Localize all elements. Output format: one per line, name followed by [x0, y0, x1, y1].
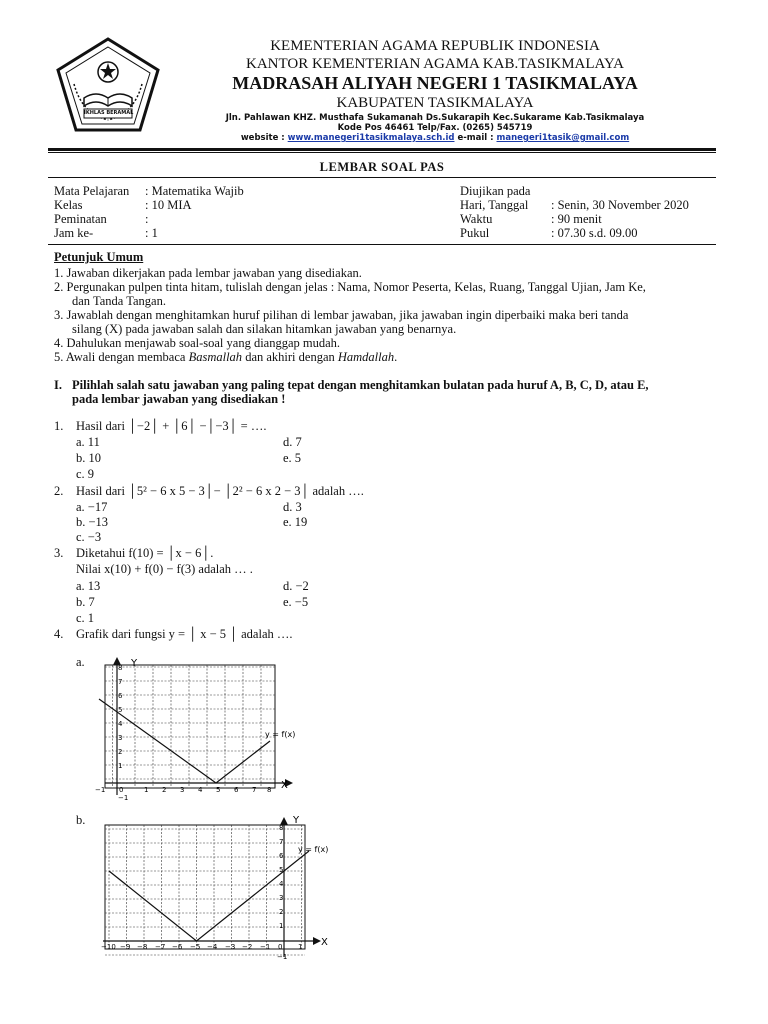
y-tick: 4	[279, 880, 284, 888]
option-c[interactable]: c. 1	[76, 611, 95, 625]
question-text: Grafik dari fungsi y = │ x − 5 │ adalah ….	[76, 627, 293, 641]
y-tick: 2	[118, 748, 123, 756]
logo	[54, 36, 162, 134]
instruction-text: Hamdallah	[337, 350, 395, 364]
graph-a-grid	[105, 665, 275, 788]
email-label: e-mail :	[457, 133, 494, 143]
option-d[interactable]: d. 3	[283, 500, 302, 514]
y-tick: 3	[118, 734, 123, 742]
info-value: :	[145, 212, 149, 226]
instruction-text: 5. Awali dengan membaca	[54, 350, 189, 364]
option-d[interactable]: d. −2	[283, 579, 309, 593]
graph-a-curve	[99, 699, 270, 783]
option-b[interactable]: b. 10	[76, 451, 101, 465]
y-tick: −1	[277, 953, 288, 961]
info-value: : 10 MIA	[145, 198, 192, 212]
graph-b-curve-label: y = f(x)	[298, 845, 329, 854]
option-b[interactable]: b. −13	[76, 515, 109, 529]
x-tick: 1	[144, 786, 149, 794]
x-tick: 5	[216, 786, 221, 794]
option-b[interactable]: b. 7	[76, 595, 95, 609]
x-tick: −9	[120, 943, 131, 951]
y-tick: 3	[279, 894, 284, 902]
question-text: Hasil dari │5² − 6 x 5 − 3│− │2² − 6 x 2 − 3│ adalah ….	[76, 484, 364, 498]
info-value: : 1	[145, 226, 158, 240]
instruction-item	[54, 350, 397, 365]
header-rule-thick	[48, 148, 716, 151]
question-number: 2.	[54, 484, 64, 498]
email-link[interactable]: manegeri1tasik@gmail.com	[496, 133, 630, 143]
option-c[interactable]: c. −3	[76, 530, 102, 544]
y-tick: 7	[279, 838, 284, 846]
info-value: : 90 menit	[551, 212, 602, 226]
graph-b-x-label: X	[321, 937, 328, 948]
instructions-title: Petunjuk Umum	[54, 250, 144, 264]
x-tick: 4	[198, 786, 203, 794]
info-label: Pukul	[460, 226, 490, 240]
regency-title: KABUPATEN TASIKMALAYA	[336, 95, 534, 111]
x-tick: 6	[234, 786, 239, 794]
option-d[interactable]: d. 7	[283, 435, 302, 449]
ministry-title: KEMENTERIAN AGAMA REPUBLIK INDONESIA	[270, 38, 600, 54]
question-text: Hasil dari │−2│ + │6│ −│−3│ = ….	[76, 419, 267, 433]
x-tick: −5	[190, 943, 201, 951]
graph-a-x-label: X	[281, 780, 288, 791]
info-label: Diujikan pada	[460, 184, 531, 198]
info-label: Jam ke-	[54, 226, 94, 240]
option-a[interactable]: a. −17	[76, 500, 108, 514]
option-c[interactable]: c. 9	[76, 467, 95, 481]
graph-a-curve-label: y = f(x)	[265, 730, 296, 739]
x-tick: 8	[267, 786, 272, 794]
graph-b-y-label: Y	[293, 815, 300, 826]
section-instruction: pada lembar jawaban yang disediakan !	[72, 392, 286, 406]
title-rule	[48, 177, 716, 178]
info-value: : Matematika Wajib	[145, 184, 244, 198]
info-label: Mata Pelajaran	[54, 184, 130, 198]
info-label: Hari, Tanggal	[460, 198, 529, 212]
x-tick: −6	[172, 943, 183, 951]
instruction-item: 3. Jawablah dengan menghitamkan huruf pilihan di lembar jawaban, jika jawaban ingin diperbaiki maka beri tanda	[54, 308, 629, 322]
y-tick: 5	[279, 866, 284, 874]
x-tick: 3	[180, 786, 185, 794]
graph-b-grid	[105, 825, 305, 955]
option-e[interactable]: e. 5	[283, 451, 302, 465]
y-tick: 6	[279, 852, 284, 860]
logo-text: IKHLAS BERAMAL	[84, 110, 134, 116]
y-tick: 1	[279, 922, 284, 930]
y-tick: 2	[279, 908, 284, 916]
x-tick: −3	[225, 943, 236, 951]
question-text: Nilai x(10) + f(0) − f(3) adalah … .	[76, 562, 253, 576]
y-tick: 8	[279, 824, 284, 832]
x-tick: −1	[95, 786, 106, 794]
school-name: MADRASAH ALIYAH NEGERI 1 TASIKMALAYA	[232, 73, 638, 93]
x-tick: −1	[260, 943, 271, 951]
instruction-item: 1. Jawaban dikerjakan pada lembar jawaban yang disediakan.	[54, 266, 362, 280]
graph-a-y-label: Y	[131, 658, 138, 669]
sheet-title: LEMBAR SOAL PAS	[319, 160, 445, 174]
instruction-item: silang (X) pada jawaban salah dan silakan hitamkan jawaban yang benarnya.	[72, 322, 457, 336]
info-rule	[48, 244, 716, 245]
option-a[interactable]: a. 13	[76, 579, 101, 593]
header-rule-thin	[48, 152, 716, 153]
x-tick: 0	[278, 943, 283, 951]
question-number: 3.	[54, 546, 64, 560]
y-tick: 5	[118, 706, 123, 714]
graph-b-x-arrow	[313, 937, 321, 945]
instruction-text: .	[394, 350, 398, 364]
x-tick: −7	[155, 943, 166, 951]
x-tick: −8	[137, 943, 148, 951]
x-tick: −4	[207, 943, 218, 951]
section-instruction: Pilihlah salah satu jawaban yang paling tepat dengan menghitamkan bulatan pada huruf A, B, C, D, atau E,	[72, 378, 649, 392]
option-b[interactable]: b.	[76, 813, 86, 827]
x-tick: −2	[242, 943, 253, 951]
postal-phone: Kode Pos 46461 Telp/Fax. (0265) 545719	[337, 123, 533, 133]
web-email-line	[200, 133, 670, 143]
x-tick: 0	[119, 786, 124, 794]
instruction-text: dan akhiri dengan	[242, 350, 338, 364]
x-tick: 1	[298, 943, 303, 951]
y-tick: 7	[118, 678, 123, 686]
x-tick: 2	[162, 786, 167, 794]
question-text: Diketahui f(10) = │x − 6│.	[76, 546, 214, 560]
option-e[interactable]: e. −5	[283, 595, 309, 609]
instruction-text: Basmallah	[188, 350, 243, 364]
y-tick: −1	[118, 794, 129, 802]
website-link[interactable]: www.manegeri1tasikmalaya.sch.id	[287, 133, 455, 143]
info-label: Peminatan	[54, 212, 107, 226]
x-tick: 7	[252, 786, 257, 794]
info-label: Waktu	[460, 212, 493, 226]
website-label: website :	[240, 133, 285, 143]
section-number: I.	[54, 378, 62, 392]
info-value: : 07.30 s.d. 09.00	[551, 226, 638, 240]
y-tick: 4	[118, 720, 123, 728]
info-value: : Senin, 30 November 2020	[551, 198, 689, 212]
graph-b	[95, 815, 340, 965]
x-tick: −10	[101, 943, 116, 951]
instruction-item: dan Tanda Tangan.	[72, 294, 166, 308]
instruction-item: 4. Dahulukan menjawab soal-soal yang dianggap mudah.	[54, 336, 341, 350]
question-number: 1.	[54, 419, 64, 433]
option-e[interactable]: e. 19	[283, 515, 308, 529]
y-tick: 6	[118, 692, 123, 700]
y-tick: 1	[118, 762, 123, 770]
address: Jln. Pahlawan KHZ. Musthafa Sukamanah Ds.Sukarapih Kec.Sukarame Kab.Tasikmalaya	[225, 113, 645, 123]
option-a[interactable]: a. 11	[76, 435, 100, 449]
instruction-item: 2. Pergunakan pulpen tinta hitam, tulislah dengan jelas : Nama, Nomor Peserta, Kelas, Ruang, Tanggal Ujian, Jam Ke,	[54, 280, 646, 294]
info-label: Kelas	[54, 198, 83, 212]
graph-a	[95, 655, 305, 805]
option-a[interactable]: a.	[76, 655, 85, 669]
question-number: 4.	[54, 627, 64, 641]
y-tick: 8	[118, 664, 123, 672]
office-title: KANTOR KEMENTERIAN AGAMA KAB.TASIKMALAYA	[246, 56, 624, 72]
